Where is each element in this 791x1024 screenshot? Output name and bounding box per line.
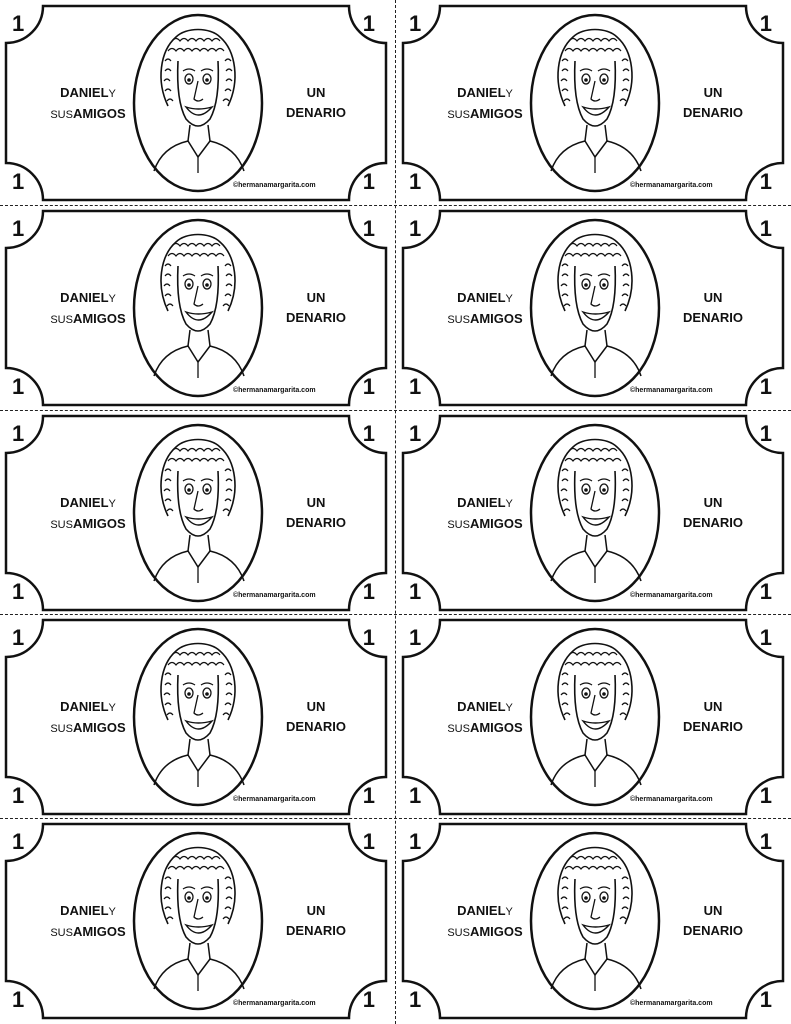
bill-denomination — [271, 288, 361, 328]
denario-bill — [3, 617, 389, 817]
title-y: Y — [505, 293, 513, 305]
corner-value: 1 — [409, 579, 422, 604]
corner-value: 1 — [759, 216, 772, 241]
corner-value: 1 — [362, 216, 375, 241]
horizontal-cut-line — [0, 614, 791, 615]
portrait-icon — [128, 421, 268, 605]
denomination-un: UN — [703, 290, 723, 305]
bill-title — [430, 83, 540, 125]
title-y: Y — [108, 498, 116, 510]
title-daniel: DANIEL — [60, 903, 109, 918]
title-amigos: AMIGOS — [469, 106, 523, 121]
denario-bill — [400, 208, 786, 408]
corner-value: 1 — [409, 783, 422, 808]
corner-value: 1 — [759, 579, 772, 604]
corner-value: 1 — [409, 11, 422, 36]
corner-value: 1 — [12, 421, 25, 446]
bill-denomination — [271, 493, 361, 533]
corner-value: 1 — [409, 987, 422, 1012]
bill-denomination — [271, 83, 361, 123]
corner-value: 1 — [759, 625, 772, 650]
denomination-denario: DENARIO — [286, 310, 346, 325]
title-sus: SUS — [447, 927, 470, 939]
corner-value: 1 — [362, 625, 375, 650]
corner-value: 1 — [409, 216, 422, 241]
denomination-denario: DENARIO — [683, 719, 743, 734]
bill-denomination — [668, 697, 758, 737]
title-amigos: AMIGOS — [469, 311, 523, 326]
corner-value: 1 — [12, 579, 25, 604]
bill-title — [33, 493, 143, 535]
title-y: Y — [108, 88, 116, 100]
title-amigos: AMIGOS — [72, 720, 126, 735]
corner-value: 1 — [409, 374, 422, 399]
title-daniel: DANIEL — [60, 85, 109, 100]
credit-text: ©hermanamargarita.com — [630, 387, 713, 394]
title-sus: SUS — [447, 314, 470, 326]
corner-value: 1 — [362, 987, 375, 1012]
title-amigos: AMIGOS — [72, 516, 126, 531]
denomination-un: UN — [703, 903, 723, 918]
denomination-denario: DENARIO — [286, 923, 346, 938]
denario-bill — [3, 821, 389, 1021]
corner-value: 1 — [12, 374, 25, 399]
denomination-denario: DENARIO — [683, 105, 743, 120]
title-amigos: AMIGOS — [469, 924, 523, 939]
corner-value: 1 — [759, 374, 772, 399]
title-daniel: DANIEL — [457, 85, 506, 100]
denomination-denario: DENARIO — [286, 105, 346, 120]
denomination-denario: DENARIO — [683, 310, 743, 325]
bill-title — [33, 901, 143, 943]
title-amigos: AMIGOS — [469, 720, 523, 735]
portrait-icon — [128, 625, 268, 809]
credit-text: ©hermanamargarita.com — [233, 592, 316, 599]
bill-denomination — [668, 901, 758, 941]
bill-title — [430, 901, 540, 943]
corner-value: 1 — [12, 169, 25, 194]
portrait-icon — [525, 625, 665, 809]
title-sus: SUS — [50, 927, 73, 939]
portrait-icon — [525, 11, 665, 195]
title-sus: SUS — [447, 723, 470, 735]
denomination-denario: DENARIO — [683, 923, 743, 938]
denario-bill — [3, 413, 389, 613]
credit-text: ©hermanamargarita.com — [630, 796, 713, 803]
bill-title — [430, 697, 540, 739]
denomination-un: UN — [703, 699, 723, 714]
portrait-icon — [525, 421, 665, 605]
credit-text: ©hermanamargarita.com — [630, 592, 713, 599]
credit-text: ©hermanamargarita.com — [233, 1000, 316, 1007]
horizontal-cut-line — [0, 410, 791, 411]
corner-value: 1 — [12, 987, 25, 1012]
denomination-denario: DENARIO — [683, 515, 743, 530]
corner-value: 1 — [759, 169, 772, 194]
denomination-un: UN — [306, 290, 326, 305]
denomination-un: UN — [306, 699, 326, 714]
title-y: Y — [108, 293, 116, 305]
corner-value: 1 — [759, 421, 772, 446]
title-y: Y — [505, 702, 513, 714]
vertical-cut-line — [395, 0, 396, 1024]
corner-value: 1 — [362, 11, 375, 36]
bill-denomination — [668, 83, 758, 123]
horizontal-cut-line — [0, 818, 791, 819]
bill-title — [33, 83, 143, 125]
corner-value: 1 — [759, 829, 772, 854]
denomination-un: UN — [306, 495, 326, 510]
title-daniel: DANIEL — [457, 495, 506, 510]
denario-bill — [400, 617, 786, 817]
corner-value: 1 — [12, 783, 25, 808]
credit-text: ©hermanamargarita.com — [630, 182, 713, 189]
bill-title — [33, 288, 143, 330]
bill-denomination — [668, 288, 758, 328]
title-sus: SUS — [50, 519, 73, 531]
corner-value: 1 — [409, 421, 422, 446]
title-daniel: DANIEL — [60, 290, 109, 305]
corner-value: 1 — [759, 783, 772, 808]
portrait-icon — [128, 829, 268, 1013]
portrait-icon — [525, 216, 665, 400]
corner-value: 1 — [362, 421, 375, 446]
title-daniel: DANIEL — [60, 495, 109, 510]
bill-denomination — [668, 493, 758, 533]
title-daniel: DANIEL — [60, 699, 109, 714]
title-y: Y — [108, 906, 116, 918]
portrait-icon — [525, 829, 665, 1013]
bill-denomination — [271, 697, 361, 737]
denomination-un: UN — [306, 903, 326, 918]
denario-bill — [3, 3, 389, 203]
portrait-icon — [128, 216, 268, 400]
title-sus: SUS — [50, 109, 73, 121]
denario-bill — [3, 208, 389, 408]
portrait-icon — [128, 11, 268, 195]
title-y: Y — [505, 88, 513, 100]
denomination-un: UN — [306, 85, 326, 100]
title-y: Y — [505, 906, 513, 918]
title-daniel: DANIEL — [457, 903, 506, 918]
title-sus: SUS — [50, 723, 73, 735]
denomination-un: UN — [703, 85, 723, 100]
corner-value: 1 — [362, 579, 375, 604]
corner-value: 1 — [409, 169, 422, 194]
bill-title — [33, 697, 143, 739]
denomination-denario: DENARIO — [286, 515, 346, 530]
title-amigos: AMIGOS — [469, 516, 523, 531]
title-sus: SUS — [50, 314, 73, 326]
bill-denomination — [271, 901, 361, 941]
corner-value: 1 — [362, 783, 375, 808]
corner-value: 1 — [12, 216, 25, 241]
credit-text: ©hermanamargarita.com — [233, 796, 316, 803]
title-sus: SUS — [447, 519, 470, 531]
denario-bill — [400, 413, 786, 613]
corner-value: 1 — [759, 11, 772, 36]
corner-value: 1 — [12, 625, 25, 650]
corner-value: 1 — [759, 987, 772, 1012]
title-amigos: AMIGOS — [72, 924, 126, 939]
corner-value: 1 — [362, 829, 375, 854]
corner-value: 1 — [362, 169, 375, 194]
title-y: Y — [505, 498, 513, 510]
denomination-un: UN — [703, 495, 723, 510]
corner-value: 1 — [409, 625, 422, 650]
title-y: Y — [108, 702, 116, 714]
corner-value: 1 — [362, 374, 375, 399]
bill-title — [430, 493, 540, 535]
title-daniel: DANIEL — [457, 699, 506, 714]
corner-value: 1 — [12, 11, 25, 36]
corner-value: 1 — [12, 829, 25, 854]
denario-bill — [400, 3, 786, 203]
denario-bill — [400, 821, 786, 1021]
denomination-denario: DENARIO — [286, 719, 346, 734]
title-amigos: AMIGOS — [72, 311, 126, 326]
credit-text: ©hermanamargarita.com — [233, 387, 316, 394]
credit-text: ©hermanamargarita.com — [630, 1000, 713, 1007]
title-sus: SUS — [447, 109, 470, 121]
title-daniel: DANIEL — [457, 290, 506, 305]
horizontal-cut-line — [0, 205, 791, 206]
bill-title — [430, 288, 540, 330]
title-amigos: AMIGOS — [72, 106, 126, 121]
credit-text: ©hermanamargarita.com — [233, 182, 316, 189]
corner-value: 1 — [409, 829, 422, 854]
